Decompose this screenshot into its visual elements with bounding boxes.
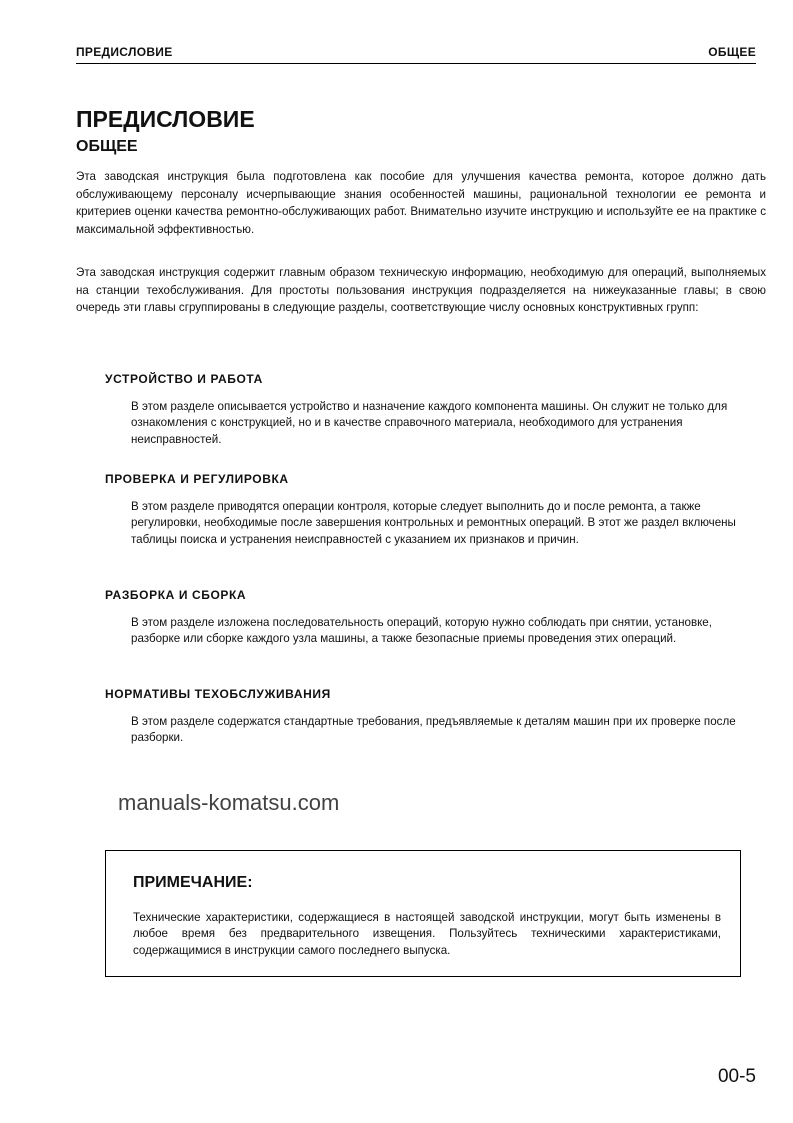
note-box [105,850,741,977]
section-text: В этом разделе приводятся операции контроля, которые следует выполнить до и после ремонта, а также регулировки, необходимые после завершения контрольных и ремонтных операций. В этот же раздел включены таблицы поиска и устранения неисправностей с указанием их признаков и причин. [131,500,736,546]
page-subtitle: ОБЩЕЕ [76,138,138,155]
intro-paragraph-1: Эта заводская инструкция была подготовлена как пособие для улучшения качества ремонта, которое должно дать обслуживающему персоналу исчерпывающие знания особенностей машины, рациональной технологии ее ремонта и критериев оценки качества ремонтно-обслуживающих работ. Внимательно изучите инструкцию и используйте ее на практике с максимальной эффективностью. [76,170,766,236]
header-left: ПРЕДИСЛОВИЕ [76,45,173,59]
section-heading: РАЗБОРКА И СБОРКА [105,588,247,602]
section-text: В этом разделе содержатся стандартные требования, предъявляемые к деталям машин при их проверке после разборки. [131,715,736,745]
header-divider [76,63,756,64]
section-heading: НОРМАТИВЫ ТЕХОБСЛУЖИВАНИЯ [105,687,331,701]
section-heading: ПРОВЕРКА И РЕГУЛИРОВКА [105,472,289,486]
intro-paragraph-2: Эта заводская инструкция содержит главным образом техническую информацию, необходимую для операций, выполняемых на станции техобслуживания. Для простоты пользования инструкция подразделяется на нижеуказанные главы; в свою очередь эти главы сгруппированы в следующие разделы, соответствующие числу основных конструктивных групп: [76,266,766,314]
watermark: manuals-komatsu.com [118,790,340,815]
note-text: Технические характеристики, содержащиеся в настоящей заводской инструкции, могут быть изменены в любое время без предварительного извещения. Пользуйтесь техническими характеристиками, содержащимися в инструкции самого последнего выпуска. [133,911,721,957]
page-number: 00-5 [717,1066,756,1087]
running-header [76,45,756,59]
note-heading: ПРИМЕЧАНИЕ: [133,874,253,891]
header-right: ОБЩЕЕ [708,45,756,59]
section-heading: УСТРОЙСТВО И РАБОТА [105,372,263,386]
section-text: В этом разделе изложена последовательность операций, которую нужно соблюдать при снятии, установке, разборке или сборке каждого узла машины, а также безопасные приемы проведения этих операций. [131,616,712,646]
section-text: В этом разделе описывается устройство и назначение каждого компонента машины. Он служит не только для ознакомления с конструкцией, но и в качестве справочного материала, необходимого для устранения неисправностей. [131,400,728,446]
page-title: ПРЕДИСЛОВИЕ [76,106,255,132]
